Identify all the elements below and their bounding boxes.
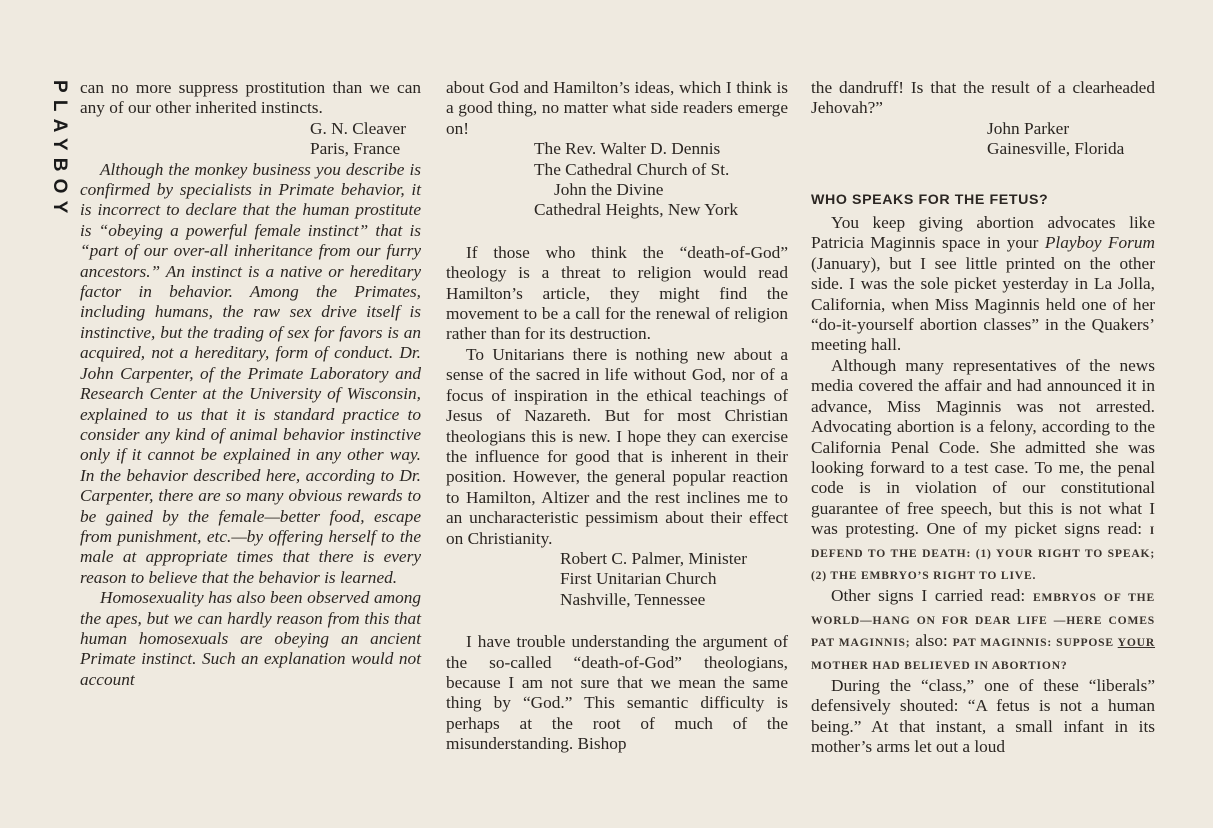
letter-signature bbox=[811, 119, 1155, 160]
letter-separator bbox=[446, 221, 788, 243]
signature-name: The Rev. Walter D. Dennis bbox=[534, 139, 721, 159]
letter-body bbox=[811, 356, 1155, 586]
playboy-vertical-logo bbox=[22, 74, 70, 264]
letter-signature bbox=[446, 139, 788, 221]
signature-place: Nashville, Tennessee bbox=[560, 589, 706, 609]
body-text: You keep giving abortion advocates like Patricia Maginnis space in your bbox=[811, 213, 1155, 253]
column-middle bbox=[446, 78, 788, 755]
section-heading: WHO SPEAKS FOR THE FETUS? bbox=[811, 191, 1049, 208]
signature-place: Paris, France bbox=[310, 139, 401, 159]
signature-org-continued: John the Divine bbox=[554, 180, 664, 200]
picket-sign-text: EMBRYOS OF THE WORLD—HANG ON FOR DEAR LIFE —HERE COMES PAT MAGINNIS; bbox=[811, 591, 1155, 650]
letter-continuation: about God and Hamilton’s ideas, which I think is a good thing, no matter what side readers emerge on! bbox=[446, 78, 788, 138]
magazine-title: Playboy Forum bbox=[1044, 233, 1155, 253]
picket-sign-text: I DEFEND TO THE DEATH: (1) YOUR RIGHT TO SPEAK; (2) THE EMBRYO’S RIGHT TO LIVE. bbox=[811, 524, 1155, 582]
column-right bbox=[811, 78, 1155, 758]
editor-response: Although the monkey business you describe is confirmed by specialists in Primate behavior, it is incorrect to declare that the human prostitute is “obeying a powerful female instinct” that is “part of our over-all inheritance from our furry ancestors.” An instinct is a native or hereditary factor in behavior. Among the Primates, including humans, the raw sex drive itself is instinctive, but the trading of sex for favors is an acquired, not a hereditary, form of conduct. Dr. John Carpenter, of the Primate Laboratory and Research Center at the University of Wisconsin, explained to us that it is standard practice to consider any kind of animal behavior instinctive only if it cannot be explained in any other way. In the behavior described here, according to Dr. Carpenter, there are so many obvious rewards to be gained by the female—better food, escape from punishment, etc.—by offering herself to the male at appropriate times that there is every reason to believe that the behavior is learned. bbox=[80, 159, 421, 587]
letter-body: During the “class,” one of these “liberals” defensively shouted: “A fetus is not a human being.” At that instant, a small infant in its mother’s arms let out a loud bbox=[811, 675, 1155, 757]
playboy-logo-text: PLAYBOY bbox=[49, 80, 70, 221]
letter-body: I have trouble understanding the argument of the so-called “death-of-God” theologians, because I am not sure that we mean the same thing by “God.” This semantic difficulty is perhaps at the root of much of the misunderstanding. Bishop bbox=[446, 632, 788, 754]
letter-continuation: the dandruff! Is that the result of a clearheaded Jehovah?” bbox=[811, 78, 1155, 118]
editor-response-continued: Homosexuality has also been observed among the apes, but we can hardly reason from this that human homosexuals are obeying an ancient Primate instinct. Such an explanation would not account bbox=[80, 588, 421, 689]
body-text: (January), but I see little printed on the other side. I was the sole picket yesterday in La Jolla, California, when Miss Maginnis held one of her “do-it-yourself abortion classes” in the Quakers’ meeting hall. bbox=[811, 253, 1155, 355]
body-text: also: bbox=[910, 631, 953, 651]
letter-separator bbox=[446, 610, 788, 632]
letter-body: If those who think the “death-of-God” theology is a threat to religion would read Hamilton’s article, they might find the movement to be a call for the renewal of religion rather than for its destruction. bbox=[446, 242, 788, 344]
letter-continuation: can no more suppress prostitution than we can any of our other inherited instincts. bbox=[80, 78, 421, 118]
picket-sign-text: PAT MAGINNIS: SUPPOSE bbox=[952, 636, 1118, 650]
signature-place: Gainesville, Florida bbox=[987, 139, 1125, 159]
signature-org: First Unitarian Church bbox=[560, 569, 717, 589]
signature-org: The Cathedral Church of St. bbox=[534, 159, 730, 179]
body-text: Although many representatives of the news media covered the affair and had announced it in advance, Miss Maginnis was not arrested. Advocating abortion is a felony, according to the California Penal Code. She admitted she was looking forward to a test case. To me, the penal code is in violation of our constitutional guarantee of free speech, but this is not what I was protesting. One of my picket signs read: bbox=[811, 355, 1155, 539]
signature-place: Cathedral Heights, New York bbox=[534, 200, 738, 220]
signature-name: John Parker bbox=[987, 118, 1070, 138]
letter-body bbox=[811, 586, 1155, 676]
body-text: Other signs I carried read: bbox=[831, 586, 1033, 606]
letter-signature bbox=[80, 119, 421, 160]
picket-sign-emphasis: YOUR bbox=[1117, 636, 1156, 650]
signature-name: G. N. Cleaver bbox=[310, 118, 406, 138]
signature-name: Robert C. Palmer, Minister bbox=[560, 548, 747, 568]
letter-signature bbox=[446, 549, 788, 610]
letter-body bbox=[811, 213, 1155, 356]
letter-body: To Unitarians there is nothing new about a sense of the sacred in life without God, nor of a focus of inspiration in the ethical teachings of Jesus of Nazareth. But for most Christian theologians this is new. I hope they can exercise the influence for good that is inherent in their position. However, the general popular reaction to Hamilton, Altizer and the rest inclines me to an uncharacteristic pessimism about their effect on Christianity. bbox=[446, 344, 788, 548]
column-left bbox=[80, 78, 421, 690]
picket-sign-text: MOTHER HAD BELIEVED IN ABORTION? bbox=[811, 658, 1068, 672]
